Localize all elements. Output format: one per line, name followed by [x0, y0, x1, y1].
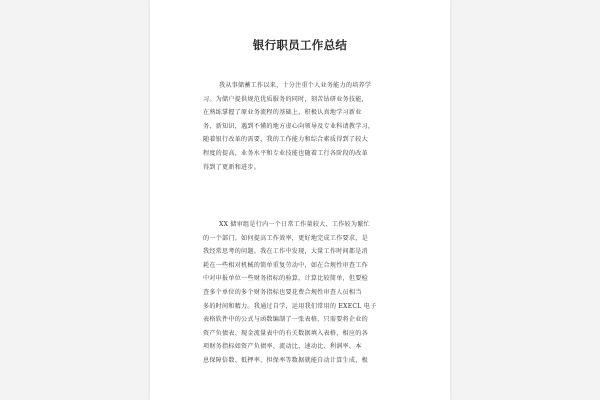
text-line: 随着银行改革的需要，我的工作能力和综合素质得到了较大 — [203, 136, 368, 144]
text-line: 多的时间和精力。我通过自学，运用我们常用的 EXECL 电子 — [203, 302, 377, 310]
text-line: 耗在一些相对机械的简单重复劳动中，如在合规性审查工作 — [203, 261, 368, 269]
document-page — [150, 0, 450, 400]
text-line: 我经常思考的问题。我在工作中发现，大量工作时间都是消 — [203, 248, 368, 256]
text-line: 表格软件中的公式与函数编制了一张表格，只需要将企业的 — [203, 316, 368, 324]
text-line: 项财务指标如资产负债率、流动比、速动比、利润率、本 — [203, 343, 362, 351]
text-line: 在熟练掌握了原业务流程的基础上，积极认真地学习新业 — [203, 109, 362, 117]
text-line: 务、新知识，遇到不懂的地方虚心向领导及专业科请教学习， — [203, 122, 375, 130]
text-line: XX 储审组是行内一个日常工作量较大、工作较为繁忙 — [219, 221, 370, 228]
paragraph-2 — [203, 218, 408, 368]
text-line: 息保障倍数、抵押率、担保率等数据就能自动计算生成，极 — [203, 356, 368, 364]
text-line: 的一个部门。如何提高工作效率，更好地完成工作要求，是 — [203, 234, 368, 242]
paragraph-1 — [203, 79, 408, 174]
text-line: 我从事储蓄工作以来，十分注重个人业务能力的培养学 — [219, 82, 372, 89]
text-line: 资产负债表、现金流量表中的有关数据填入表格，相应的各 — [203, 329, 368, 337]
text-line: 中对申报单位一些财务指标的验算，计算比较简单，但要检 — [203, 275, 368, 283]
text-line: 习。为储户提供规范优质服务的同时，刻苦钻研业务技能， — [203, 95, 368, 103]
text-line: 得到了更新和进步。 — [203, 163, 261, 171]
document-title: 银行职员工作总结 — [252, 38, 348, 52]
text-line: 查多个单位的多个财务指标也要花费合规性审查人员相当 — [203, 288, 362, 296]
text-line: 程度的提高，业务水平和专业技能也随着工行各阶段的改革 — [203, 149, 368, 157]
